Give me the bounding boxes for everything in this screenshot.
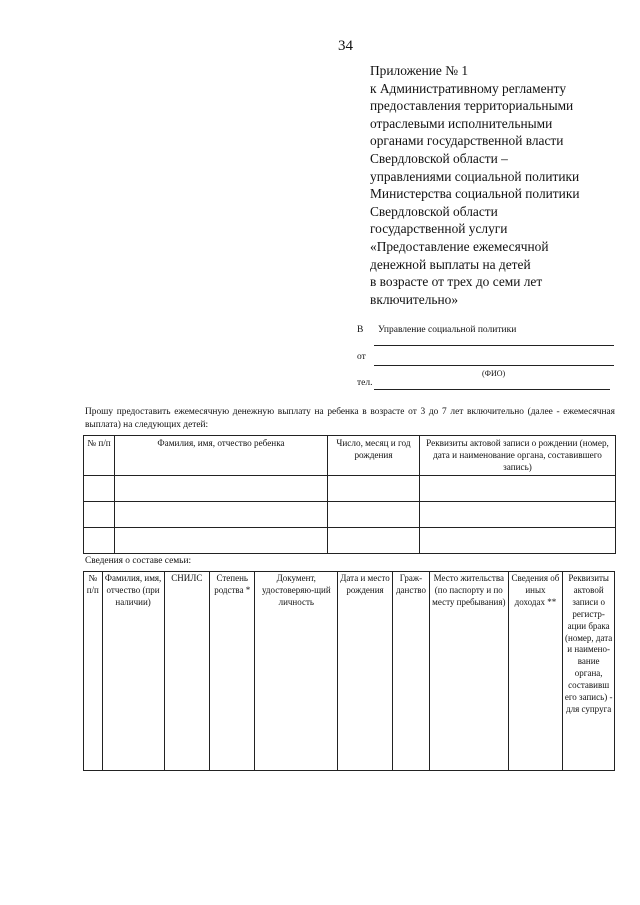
- table-cell[interactable]: [84, 476, 115, 502]
- table-row: [84, 502, 616, 528]
- table-cell[interactable]: [328, 528, 420, 554]
- appendix-line: Приложение № 1: [370, 63, 469, 78]
- table-cell[interactable]: [84, 528, 115, 554]
- appendix-line: предоставления территориальными: [370, 98, 574, 114]
- fio-caption: (ФИО): [482, 369, 506, 378]
- to-label: В: [357, 325, 364, 335]
- appendix-line: государственной услуги: [370, 221, 508, 237]
- col-residence-header: Место жительства (по паспорту и по месту пребывания): [430, 572, 509, 771]
- col-number-header: № п/п: [84, 436, 115, 476]
- table-cell[interactable]: [420, 476, 616, 502]
- appendix-header: [370, 62, 632, 308]
- appendix-line: отраслевыми исполнительными: [370, 115, 553, 131]
- appendix-line: «Предоставление ежемесячной: [370, 238, 549, 254]
- col-other-income-header: Сведения об иных доходах **: [508, 572, 563, 771]
- appendix-line: в возрасте от трех до семи лет: [370, 274, 543, 290]
- col-birth-record-header: Реквизиты актовой записи о рождении (номер, дата и наименование органа, составившего запись): [420, 436, 616, 476]
- appendix-line: включительно»: [370, 291, 459, 307]
- family-table: [83, 571, 615, 771]
- children-header-row: [84, 436, 616, 476]
- table-cell[interactable]: [328, 502, 420, 528]
- table-cell[interactable]: [420, 502, 616, 528]
- table-cell[interactable]: [328, 476, 420, 502]
- col-marriage-record-header: Реквизиты актовой записи о регистр-ации брака (номер, дата и наимено-вание органа, составивш его запись) - для супруга: [563, 572, 615, 771]
- phone-line: [374, 389, 610, 390]
- col-snils-header: СНИЛС: [164, 572, 209, 771]
- appendix-line: Свердловской области: [370, 203, 498, 219]
- col-birthdate-header: Число, месяц и год рождения: [328, 436, 420, 476]
- appendix-line: к Административному регламенту: [370, 80, 567, 96]
- table-cell[interactable]: [420, 528, 616, 554]
- intro-text: Прошу предоставить ежемесячную денежную выплату на ребенка в возрасте от 3 до 7 лет включительно (далее - ежемесячная выплата) на следующих детей:: [85, 407, 615, 430]
- table-row: [84, 476, 616, 502]
- to-line: [374, 345, 614, 346]
- table-cell[interactable]: [115, 528, 328, 554]
- family-section-label: Сведения о составе семьи:: [85, 556, 192, 566]
- appendix-line: Свердловской области –: [370, 150, 508, 166]
- col-number-header: № п/п: [84, 572, 103, 771]
- table-cell[interactable]: [115, 476, 328, 502]
- phone-label: тел.: [357, 378, 373, 388]
- family-header-row: [84, 572, 615, 771]
- page-number: 34: [338, 38, 353, 54]
- from-label: от: [357, 352, 366, 362]
- table-cell[interactable]: [115, 502, 328, 528]
- appendix-line: органами государственной власти: [370, 133, 564, 149]
- appendix-line: Министерства социальной политики: [370, 186, 580, 202]
- appendix-line: управлениями социальной политики: [370, 168, 580, 184]
- to-value: Управление социальной политики: [378, 325, 517, 335]
- appendix-line: денежной выплаты на детей: [370, 256, 531, 272]
- col-child-name-header: Фамилия, имя, отчество ребенка: [115, 436, 328, 476]
- col-id-document-header: Документ, удостоверяю-щий личность: [255, 572, 338, 771]
- table-row: [84, 528, 616, 554]
- children-table: [83, 435, 616, 554]
- from-line: [374, 365, 614, 366]
- col-full-name-header: Фамилия, имя, отчество (при наличии): [102, 572, 164, 771]
- col-birth-date-place-header: Дата и место рождения: [338, 572, 393, 771]
- col-citizenship-header: Граж-данство: [392, 572, 429, 771]
- col-relation-header: Степень родства *: [210, 572, 255, 771]
- table-cell[interactable]: [84, 502, 115, 528]
